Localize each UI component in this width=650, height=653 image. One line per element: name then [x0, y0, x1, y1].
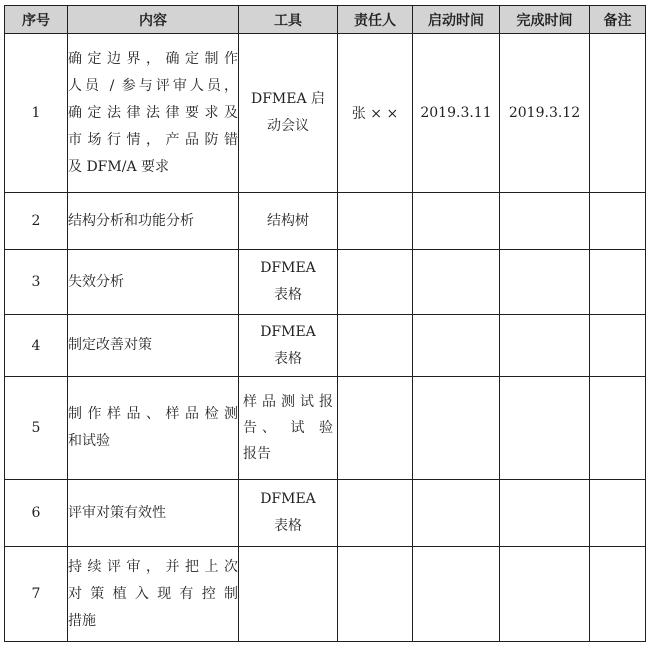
content-line: 制作样品、样品检测 [68, 406, 238, 422]
row-end-date [500, 480, 590, 547]
row-note [590, 315, 646, 377]
content-line: 措施 [68, 612, 96, 629]
row-content [68, 193, 239, 250]
row-tool [239, 250, 338, 315]
row-owner [338, 315, 413, 377]
row-end-date [500, 377, 590, 480]
row-content [68, 315, 239, 377]
table-row [5, 193, 646, 250]
content-line: 市场行情，产品防错 [68, 131, 238, 148]
row-content [68, 480, 239, 547]
tool-line: 动会议 [267, 118, 309, 134]
content-line: 及 DFM/A 要求 [68, 158, 170, 175]
row-end-date [500, 315, 590, 377]
table-row [5, 547, 646, 642]
content-line: 确定边界，确定制作 [68, 50, 238, 67]
header-no: 序号 [5, 6, 68, 34]
row-start-date [413, 250, 500, 315]
row-number: 5 [5, 377, 68, 480]
row-owner [338, 547, 413, 642]
row-content [68, 34, 239, 193]
tool-line: DFMEA [260, 491, 316, 507]
header-tool: 工具 [239, 6, 338, 34]
table-row [5, 480, 646, 547]
plan-table-wrapper [4, 5, 646, 642]
header-end-date: 完成时间 [500, 6, 590, 34]
row-start-date [413, 315, 500, 377]
row-number: 7 [5, 547, 68, 642]
row-start-date: 2019.3.11 [413, 34, 500, 193]
row-tool [239, 315, 338, 377]
row-owner: 张 × × [338, 34, 413, 193]
header-start-date: 启动时间 [413, 6, 500, 34]
row-tool [239, 480, 338, 547]
row-end-date [500, 193, 590, 250]
content-line: 持续评审，并把上次 [68, 558, 238, 575]
row-owner [338, 193, 413, 250]
row-owner [338, 480, 413, 547]
row-end-date [500, 250, 590, 315]
content-line: 和试验 [68, 433, 110, 449]
row-note [590, 34, 646, 193]
header-row [5, 6, 646, 34]
tool-line: 表格 [274, 287, 302, 303]
content-line: 制定改善对策 [68, 337, 152, 353]
tool-line: 报告 [243, 446, 271, 462]
row-number: 2 [5, 193, 68, 250]
content-line: 人员 / 参与评审人员， [68, 77, 238, 94]
row-owner [338, 250, 413, 315]
table-row [5, 250, 646, 315]
tool-line: DFMEA 启 [250, 91, 326, 107]
table-row [5, 34, 646, 193]
row-tool [239, 547, 338, 642]
tool-line: 表格 [274, 350, 302, 367]
dfmea-plan-table [4, 5, 646, 642]
tool-line: DFMEA [260, 260, 316, 276]
row-number: 1 [5, 34, 68, 193]
header-note: 备注 [590, 6, 646, 34]
row-number: 3 [5, 250, 68, 315]
row-tool [239, 193, 338, 250]
row-start-date [413, 377, 500, 480]
tool-line: 表格 [274, 518, 302, 534]
row-tool [239, 34, 338, 193]
row-start-date [413, 193, 500, 250]
content-line: 评审对策有效性 [68, 504, 166, 521]
tool-line: DFMEA [260, 323, 316, 340]
content-line: 对策植入现有控制 [68, 585, 238, 602]
table-row [5, 315, 646, 377]
row-note [590, 480, 646, 547]
row-number: 4 [5, 315, 68, 377]
row-note [590, 547, 646, 642]
header-content: 内容 [68, 6, 239, 34]
row-content [68, 377, 239, 480]
header-owner: 责任人 [338, 6, 413, 34]
row-owner [338, 377, 413, 480]
row-number: 6 [5, 480, 68, 547]
row-note [590, 250, 646, 315]
tool-line: 样品测试报 [243, 394, 333, 410]
content-line: 结构分析和功能分析 [68, 212, 194, 229]
row-tool [239, 377, 338, 480]
row-end-date: 2019.3.12 [500, 34, 590, 193]
tool-line: 结构树 [267, 212, 309, 229]
tool-line: 告、 试 验 [243, 420, 333, 436]
row-note [590, 377, 646, 480]
row-end-date [500, 547, 590, 642]
row-start-date [413, 547, 500, 642]
row-start-date [413, 480, 500, 547]
row-content [68, 547, 239, 642]
content-line: 确定法律法律要求及 [68, 104, 238, 121]
content-line: 失效分析 [68, 273, 124, 290]
row-content [68, 250, 239, 315]
row-note [590, 193, 646, 250]
table-row [5, 377, 646, 480]
